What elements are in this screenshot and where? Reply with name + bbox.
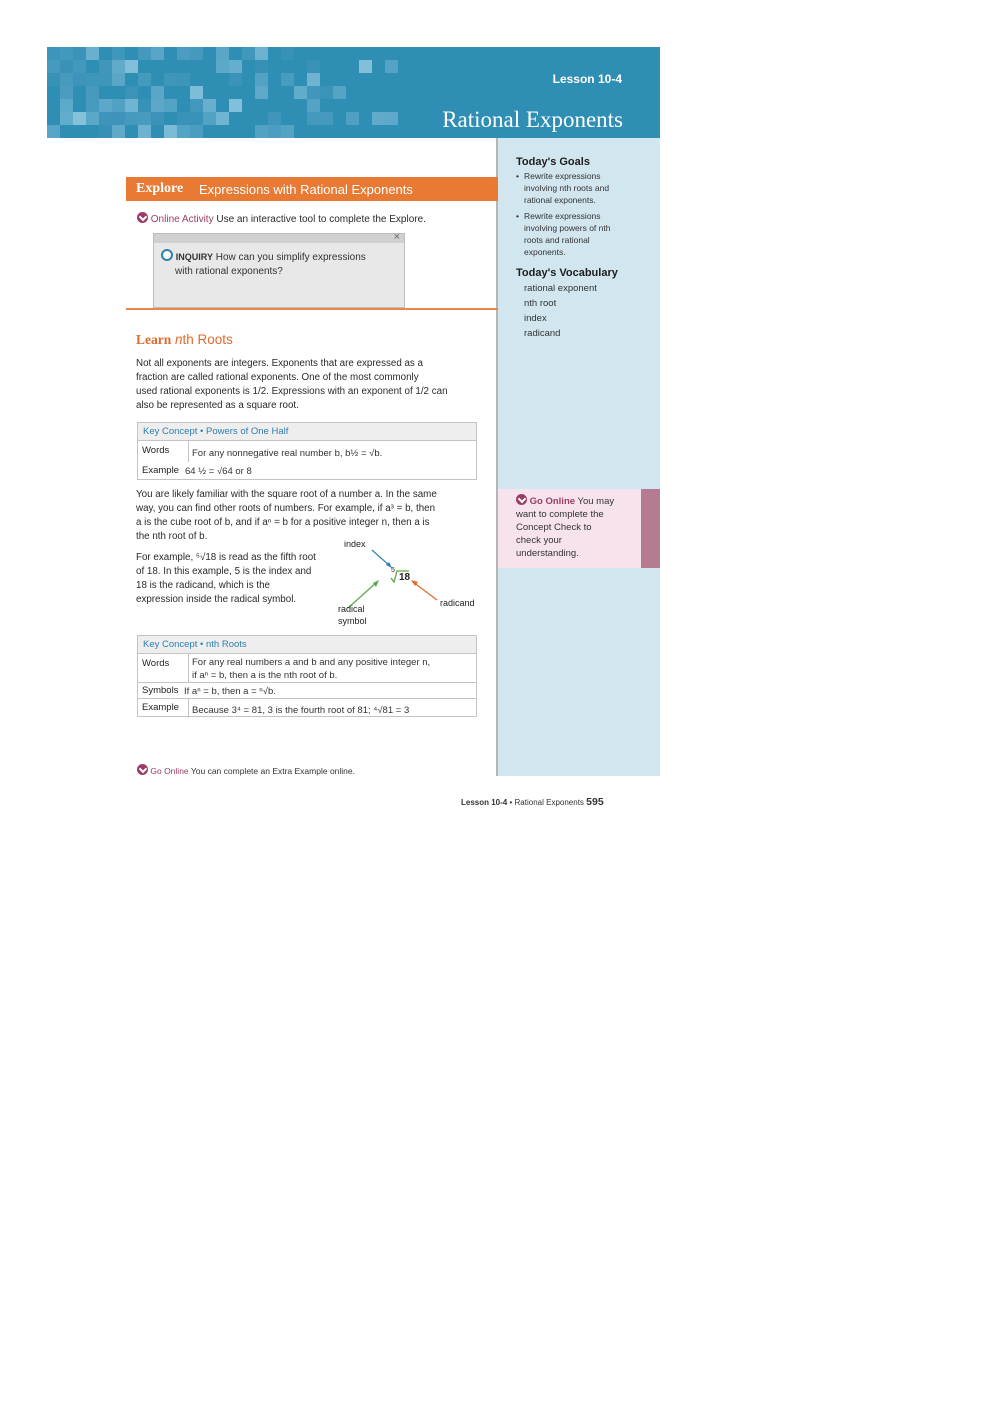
nth-root-paragraph: You are likely familiar with the square root of a number a. In the same way, you can find other roots of numbers. For example, if a³ = b, then a is the cube root of b, and if aⁿ = b for a positive integer n, then a is the nth root of b.	[136, 489, 437, 542]
radical-diagram	[335, 538, 485, 630]
banner-tile	[125, 112, 138, 125]
banner-tile	[112, 112, 125, 125]
banner-tile	[138, 99, 151, 112]
banner-tile	[99, 60, 112, 73]
close-icon[interactable]: ×	[393, 231, 400, 243]
banner-tile	[190, 86, 203, 99]
banner-tile	[138, 73, 151, 86]
banner-tile	[112, 99, 125, 112]
banner-tile	[112, 60, 125, 73]
banner-tile	[203, 112, 216, 125]
key-concept-half	[137, 422, 477, 480]
banner-tile	[86, 47, 99, 60]
kc-words-row: Words For any real numbers a and b and any positive integer n, if aⁿ = b, then a is the nth root of b.	[138, 653, 476, 682]
inquiry-icon	[161, 249, 173, 261]
go-online-strip	[641, 489, 660, 568]
banner-tile	[190, 47, 203, 60]
vocab-item[interactable]: index	[524, 313, 547, 324]
banner-tile	[281, 125, 294, 138]
banner-tile	[281, 47, 294, 60]
banner-tile	[151, 47, 164, 60]
banner-tile	[99, 125, 112, 138]
vocab-item[interactable]: rational exponent	[524, 283, 597, 294]
banner-tile	[164, 99, 177, 112]
banner-tile	[73, 112, 86, 125]
kc-words-row: Words For any nonnegative real number b, b½ = √b.	[138, 440, 476, 462]
key-concept-nth	[137, 635, 477, 717]
radicand-label: radicand	[440, 598, 475, 608]
banner-tile	[372, 112, 385, 125]
banner-tile	[320, 112, 333, 125]
banner-tile	[229, 99, 242, 112]
banner-tile	[151, 112, 164, 125]
vocab-item[interactable]: nth root	[524, 298, 557, 309]
vocab-heading: Today's Vocabulary	[516, 267, 618, 279]
page-title: Rational Exponents	[442, 107, 623, 132]
banner-tile	[47, 60, 60, 73]
banner-tile	[216, 47, 229, 60]
banner-tile	[99, 73, 112, 86]
banner-tile	[255, 47, 268, 60]
banner-tile	[60, 99, 73, 112]
banner-tile	[320, 86, 333, 99]
banner-tile	[333, 86, 346, 99]
banner-tile	[294, 86, 307, 99]
intro-paragraph: Not all exponents are integers. Exponents that are expressed as a fraction are called rational exponents. One of the most commonly used rational exponents is 1/2. Expressions with an exponent of 1/2 can also be represented as a square root.	[136, 358, 448, 411]
lesson-banner	[47, 47, 660, 138]
banner-tile	[73, 47, 86, 60]
banner-tile	[177, 112, 190, 125]
banner-tile	[99, 99, 112, 112]
banner-tile	[60, 73, 73, 86]
banner-tile	[216, 112, 229, 125]
banner-tile	[47, 47, 60, 60]
go-online-link[interactable]: Go Online	[529, 496, 576, 507]
vocab-list	[524, 281, 597, 341]
banner-tile	[281, 73, 294, 86]
banner-tile	[60, 86, 73, 99]
go-online-link[interactable]: Go Online	[150, 766, 189, 776]
online-activity: Online Activity Use an interactive tool to complete the Explore.	[137, 212, 426, 227]
banner-tile	[164, 73, 177, 86]
banner-tile	[268, 112, 281, 125]
banner-tile	[138, 112, 151, 125]
banner-tile	[307, 86, 320, 99]
banner-tile	[177, 73, 190, 86]
banner-tile	[307, 73, 320, 86]
inquiry-label: INQUIRY	[175, 252, 213, 262]
banner-tile	[112, 125, 125, 138]
banner-tile	[177, 125, 190, 138]
banner-tile	[86, 99, 99, 112]
banner-tile	[125, 99, 138, 112]
go-online-note: Go Online You may want to complete the Concept Check to check your understanding.	[516, 496, 615, 559]
banner-tile	[385, 112, 398, 125]
banner-tile	[190, 125, 203, 138]
banner-tile	[86, 86, 99, 99]
inquiry-panel[interactable]: × INQUIRY How can you simplify expressions with rational exponents?	[153, 233, 405, 308]
radical-label: radical symbol	[338, 604, 367, 626]
goals-heading: Today's Goals	[516, 156, 590, 168]
banner-tile	[138, 125, 151, 138]
banner-tile	[112, 47, 125, 60]
banner-tile	[229, 60, 242, 73]
banner-tile	[307, 99, 320, 112]
radicand-value: 18	[399, 572, 411, 583]
banner-tile	[151, 99, 164, 112]
index-value: 5	[391, 567, 395, 574]
banner-tile	[125, 86, 138, 99]
banner-tile	[138, 47, 151, 60]
banner-tile	[229, 73, 242, 86]
vocab-item[interactable]: radicand	[524, 328, 561, 339]
banner-tile	[60, 60, 73, 73]
banner-tile	[73, 73, 86, 86]
explore-title: Expressions with Rational Exponents	[199, 182, 413, 197]
lesson-number: Lesson 10-4	[552, 72, 622, 86]
banner-tile	[268, 125, 281, 138]
key-concept-header: Key Concept • nth Roots	[138, 636, 476, 653]
key-concept-header: Key Concept • Powers of One Half	[138, 423, 476, 440]
kc-example-row: Example 64 ½ = √64 or 8	[142, 465, 252, 477]
kc-symbols-row: Symbols If aⁿ = b, then a = ⁿ√b.	[138, 682, 476, 698]
page-number: 595	[586, 796, 604, 808]
index-label: index	[344, 539, 366, 549]
example-paragraph: For example, ⁵√18 is read as the fifth root of 18. In this example, 5 is the index and 18 is the radicand, which is the expression inside the radical symbol.	[136, 552, 316, 605]
kc-example-row: Example Because 3⁴ = 81, 3 is the fourth root of 81; ⁴√81 = 3	[138, 698, 476, 718]
banner-tile	[47, 73, 60, 86]
banner-tile	[255, 73, 268, 86]
banner-tile	[255, 125, 268, 138]
banner-tile	[255, 60, 268, 73]
banner-tile	[307, 60, 320, 73]
banner-tile	[60, 47, 73, 60]
online-activity-link[interactable]: Online Activity	[150, 214, 214, 225]
inquiry-question: How can you simplify expressions	[215, 252, 366, 263]
banner-tile	[203, 99, 216, 112]
banner-tile	[60, 112, 73, 125]
banner-tile	[73, 60, 86, 73]
online-activity-icon[interactable]	[137, 212, 148, 223]
banner-tile	[307, 112, 320, 125]
banner-tile	[125, 60, 138, 73]
explore-label: Explore	[136, 181, 184, 196]
banner-tile	[47, 125, 60, 138]
extra-example-note: Go Online You can complete an Extra Example online.	[137, 764, 355, 776]
learn-heading: Learn nth Roots	[136, 332, 233, 347]
banner-tile	[177, 47, 190, 60]
banner-tile	[112, 73, 125, 86]
banner-tile	[86, 73, 99, 86]
section-divider	[126, 308, 498, 310]
banner-tile	[190, 112, 203, 125]
banner-tile	[216, 60, 229, 73]
banner-tile	[99, 112, 112, 125]
go-online-icon[interactable]	[516, 494, 527, 505]
banner-tile	[359, 60, 372, 73]
banner-tile	[164, 125, 177, 138]
sidebar-divider	[496, 138, 498, 776]
banner-tile	[346, 112, 359, 125]
banner-tile	[255, 86, 268, 99]
page-footer: Lesson 10-4 • Rational Exponents 595	[461, 796, 604, 808]
banner-tile	[385, 60, 398, 73]
banner-tile	[86, 112, 99, 125]
banner-tile	[190, 99, 203, 112]
explore-header	[126, 177, 498, 201]
banner-tile	[242, 47, 255, 60]
go-online-icon[interactable]	[137, 764, 148, 775]
banner-tile	[151, 86, 164, 99]
